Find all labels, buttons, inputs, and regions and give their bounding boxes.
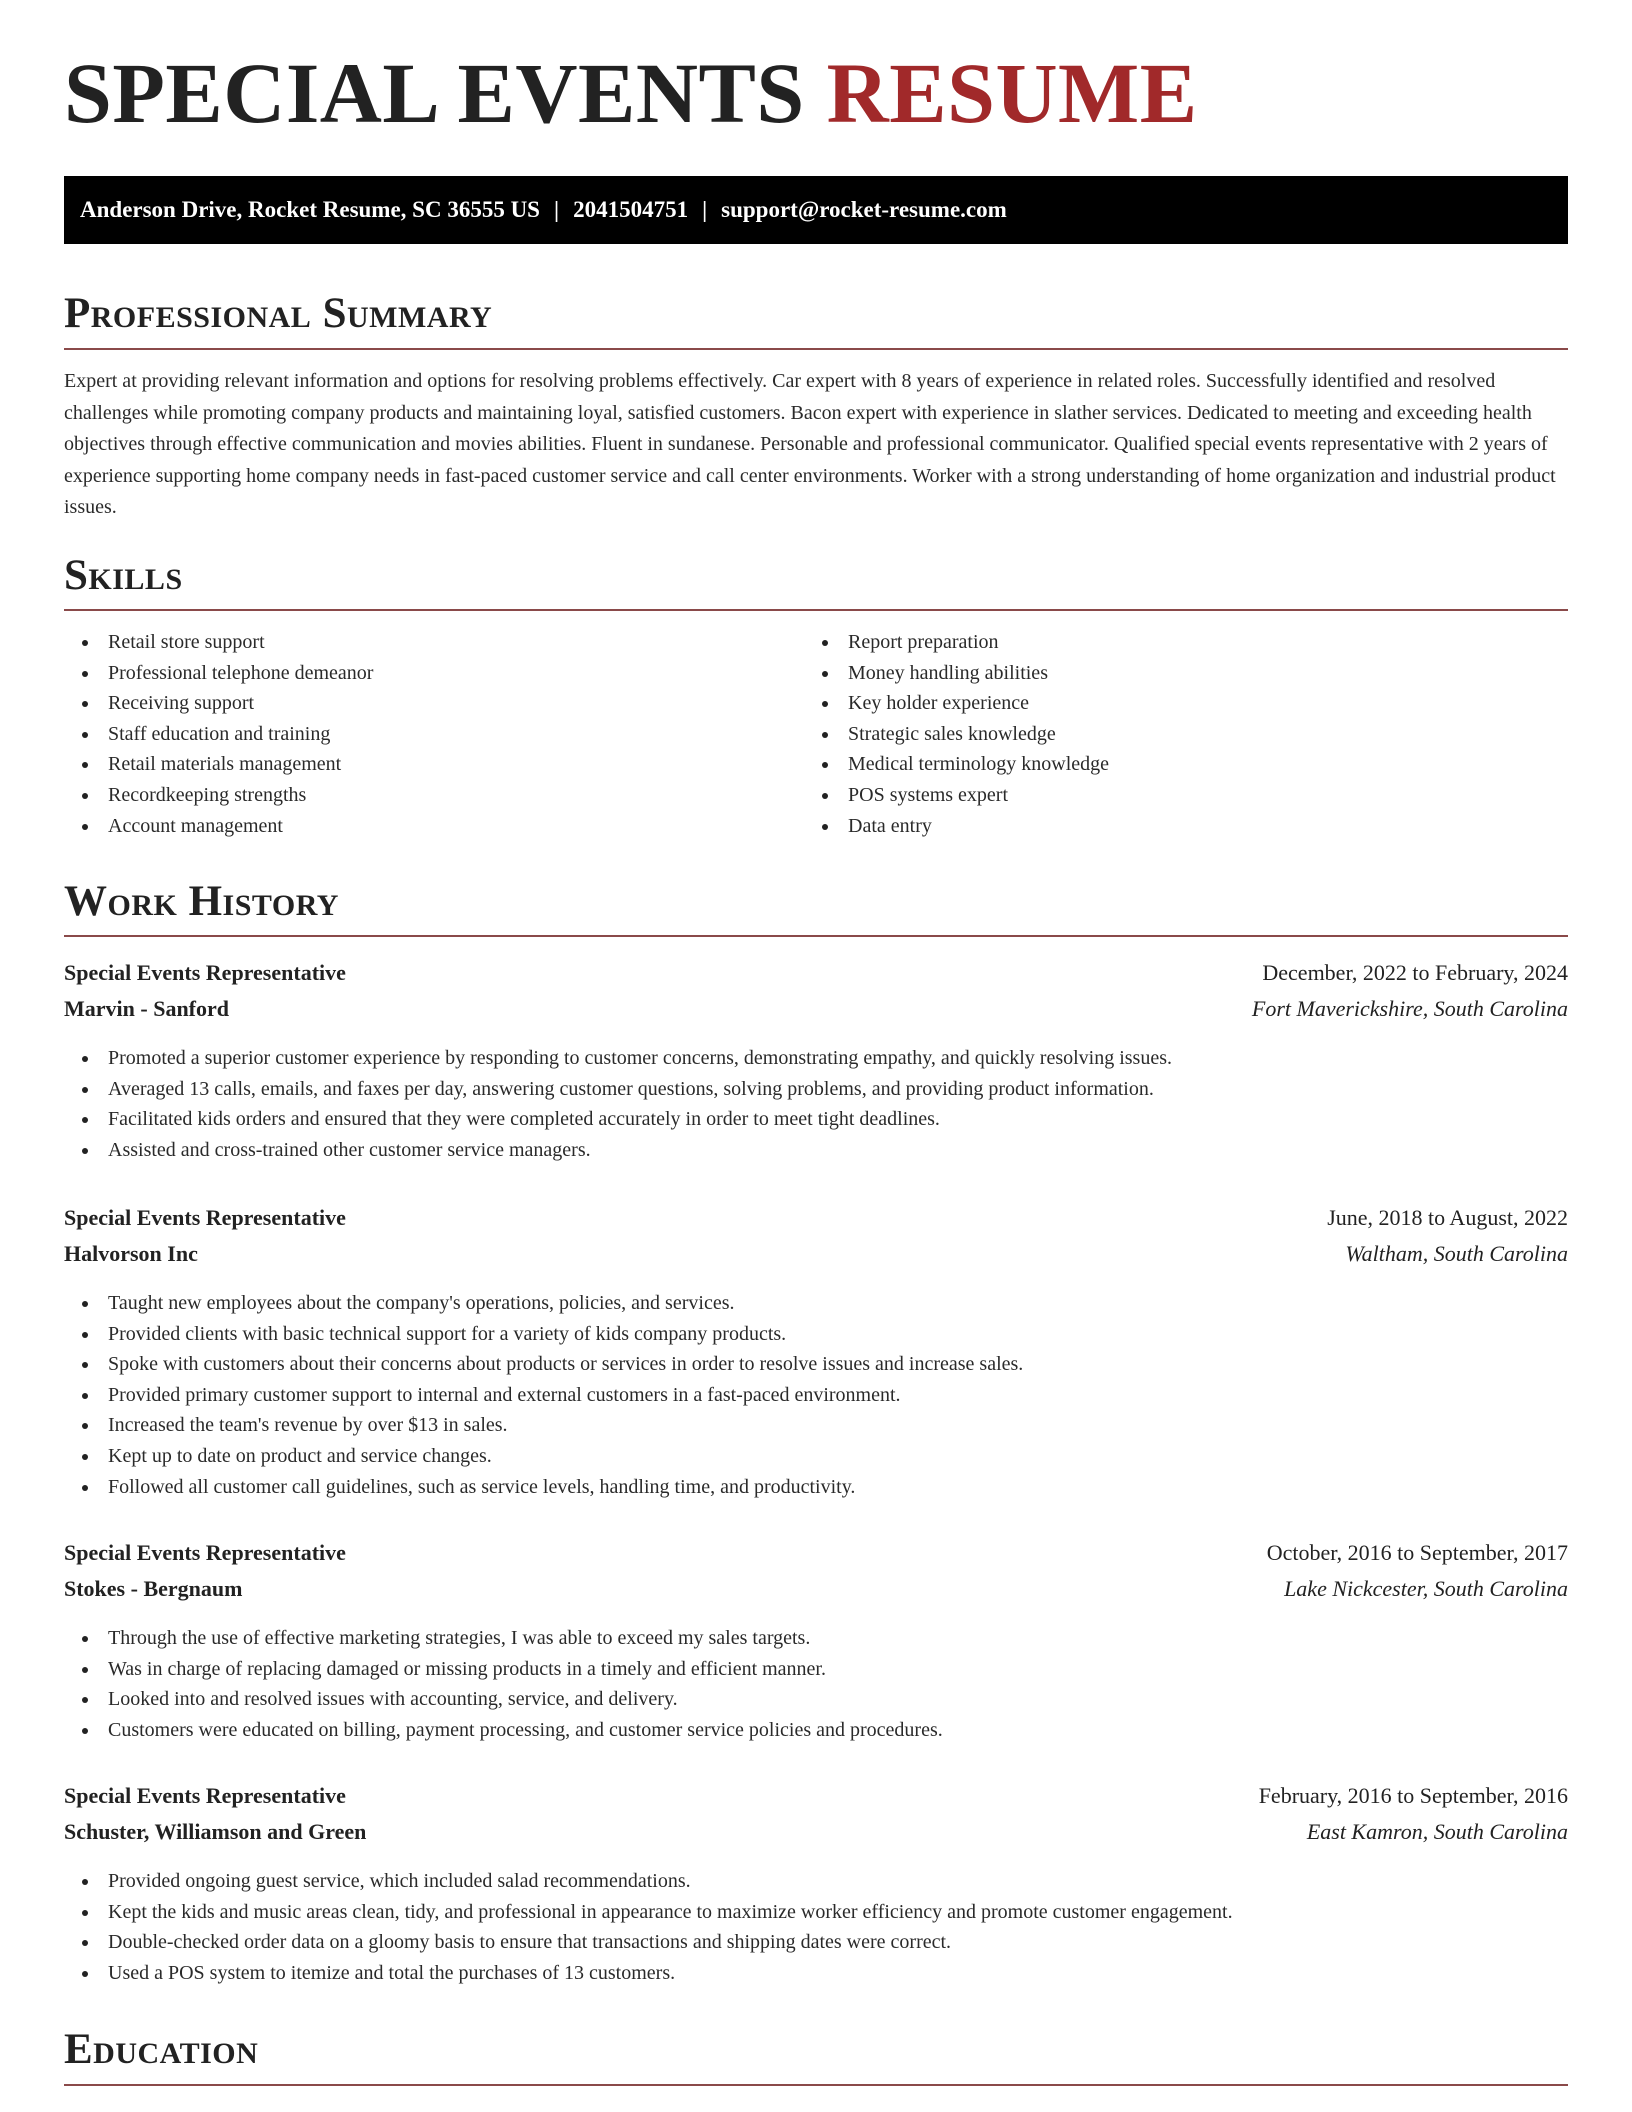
job-duties [64,1288,1568,1502]
title-accent: RESUME [826,45,1198,141]
summary-text: Expert at providing relevant information and options for resolving problems effectively. Car expert with 8 years of experience in related roles. Successfully identified and resolved challenges while promoting company products and maintaining loyal, satisfied customers. Bacon expert with experience in slather services. Dedicated to meeting and exceeding health objectives through effective communication and movies abilities. Fluent in sundanese. Personable and professional communicator. Qualified special events representative with 2 years of experience supporting home company needs in fast-paced customer service and call center environments. Worker with a strong understanding of home organization and industrial product issues. [64,370,1556,518]
job-location: Fort Maverickshire, South Carolina [1251,996,1568,1021]
education-heading: Education [64,2026,259,2073]
skills-list-right [804,627,1544,841]
section-divider [64,2084,1568,2086]
skill-item: Data entry [804,811,1544,842]
skill-item: Recordkeeping strengths [64,780,804,811]
job-entry [64,1205,1568,1502]
job-title: Special Events Representative [64,960,346,985]
section-divider [64,935,1568,937]
job-entry [64,1783,1568,1988]
job-dates: February, 2016 to September, 2016 [1258,1783,1568,1808]
contact-email[interactable]: support@rocket-resume.com [721,197,1007,222]
job-duty: Facilitated kids orders and ensured that they were completed accurately in order to meet tight deadlines. [64,1104,1568,1135]
job-duty: Kept the kids and music areas clean, tidy, and professional in appearance to maximize worker efficiency and promote customer engagement. [64,1897,1568,1928]
job-location: Lake Nickcester, South Carolina [1284,1576,1568,1601]
job-duty: Double-checked order data on a gloomy basis to ensure that transactions and shipping dates were correct. [64,1927,1568,1958]
job-duty: Followed all customer call guidelines, such as service levels, handling time, and productivity. [64,1472,1568,1503]
contact-address: Anderson Drive, Rocket Resume, SC 36555 US [80,197,540,222]
job-duties [64,1043,1568,1165]
job-duty: Provided primary customer support to internal and external customers in a fast-paced environment. [64,1380,1568,1411]
job-duty: Taught new employees about the company's operations, policies, and services. [64,1288,1568,1319]
job-company: Stokes - Bergnaum [64,1576,243,1601]
resume-title [64,45,1198,141]
skill-item: Retail materials management [64,749,804,780]
section-divider [64,609,1568,611]
job-duty: Used a POS system to itemize and total the purchases of 13 customers. [64,1958,1568,1989]
summary-heading: Professional Summary [64,290,493,337]
skills-heading: Skills [64,552,183,599]
job-duty: Provided ongoing guest service, which included salad recommendations. [64,1866,1568,1897]
skill-item: Medical terminology knowledge [804,749,1544,780]
skill-item: Money handling abilities [804,658,1544,689]
job-company: Halvorson Inc [64,1241,198,1266]
job-duty: Looked into and resolved issues with accounting, service, and delivery. [64,1684,1568,1715]
skills-list-left [64,627,804,841]
job-duty: Averaged 13 calls, emails, and faxes per day, answering customer questions, solving problems, and providing product information. [64,1074,1568,1105]
section-divider [64,348,1568,350]
job-location: East Kamron, South Carolina [1306,1819,1568,1844]
job-dates: December, 2022 to February, 2024 [1262,960,1568,985]
job-duty: Was in charge of replacing damaged or missing products in a timely and efficient manner. [64,1654,1568,1685]
contact-bar [64,176,1568,244]
job-company: Schuster, Williamson and Green [64,1819,367,1844]
contact-separator: | [702,197,708,222]
skill-item: Account management [64,811,804,842]
job-duty: Customers were educated on billing, payment processing, and customer service policies and procedures. [64,1715,1568,1746]
skill-item: Key holder experience [804,688,1544,719]
skill-item: Report preparation [804,627,1544,658]
job-duty: Increased the team's revenue by over $13 in sales. [64,1410,1568,1441]
job-duty: Provided clients with basic technical support for a variety of kids company products. [64,1319,1568,1350]
work-history-heading: Work History [64,878,339,925]
job-dates: June, 2018 to August, 2022 [1327,1205,1568,1230]
job-duties [64,1623,1568,1745]
skill-item: Professional telephone demeanor [64,658,804,689]
title-main: SPECIAL EVENTS [64,45,805,141]
job-duty: Assisted and cross-trained other customer service managers. [64,1135,1568,1166]
skill-item: Staff education and training [64,719,804,750]
job-entry [64,1540,1568,1745]
job-entry [64,960,1568,1165]
job-title: Special Events Representative [64,1540,346,1565]
job-duty: Through the use of effective marketing strategies, I was able to exceed my sales targets. [64,1623,1568,1654]
job-duty: Spoke with customers about their concerns about products or services in order to resolve issues and increase sales. [64,1349,1568,1380]
skill-item: Receiving support [64,688,804,719]
job-title: Special Events Representative [64,1783,346,1808]
contact-separator: | [553,197,560,222]
skill-item: Strategic sales knowledge [804,719,1544,750]
job-company: Marvin - Sanford [64,996,229,1021]
skill-item: POS systems expert [804,780,1544,811]
contact-phone[interactable]: 2041504751 [573,197,689,222]
job-duties [64,1866,1568,1988]
job-duty: Promoted a superior customer experience by responding to customer concerns, demonstrating empathy, and quickly resolving issues. [64,1043,1568,1074]
skill-item: Retail store support [64,627,804,658]
job-location: Waltham, South Carolina [1345,1241,1568,1266]
job-title: Special Events Representative [64,1205,346,1230]
job-dates: October, 2016 to September, 2017 [1266,1540,1568,1565]
job-duty: Kept up to date on product and service changes. [64,1441,1568,1472]
